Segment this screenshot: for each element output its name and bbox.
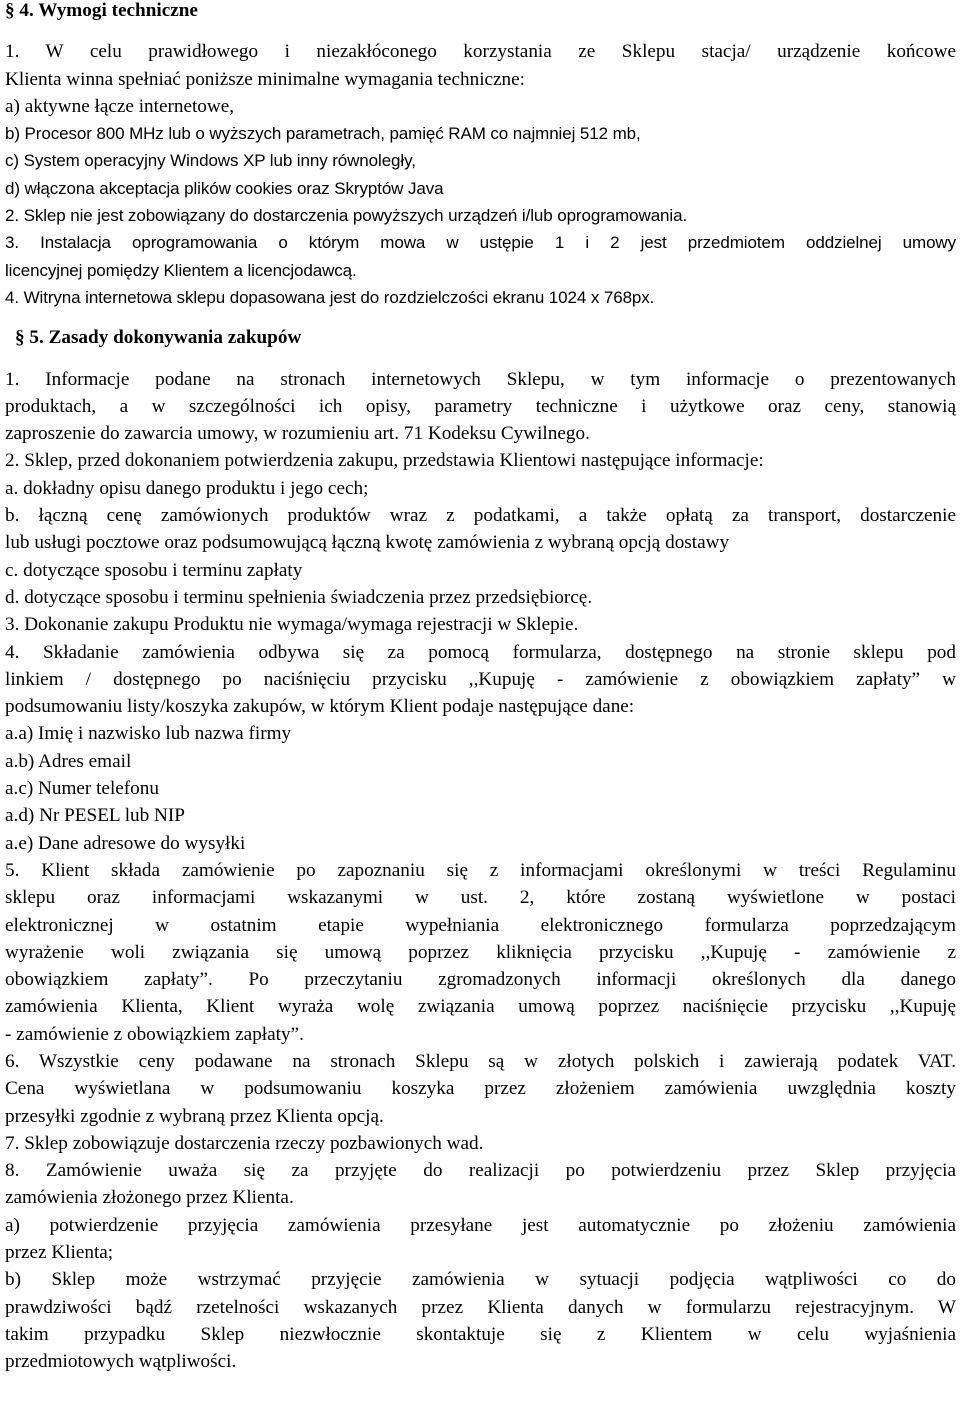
text-line: zamówienia Klienta, Klient wyraża wolę związania umową poprzez naciśnięcie przycisku ,,Kupuję [5,996,956,1018]
section-4-body [5,38,956,311]
text-line: 1. Informacje podane na stronach internetowych Sklepu, w tym informacje o prezentowanych [5,368,956,390]
text-line: 7. Sklep zobowiązuje dostarczenia rzeczy pozbawionych wad. [5,1132,484,1154]
text-line: elektronicznej w ostatnim etapie wypełniania elektronicznego formularza poprzedzającym [5,914,956,936]
text-line: a.e) Dane adresowe do wysyłki [5,832,246,854]
text-line: takim przypadku Sklep niezwłocznie skontaktuje się z Klientem w celu wyjaśnienia [5,1323,956,1345]
text-line: 2. Sklep, przed dokonaniem potwierdzenia zakupu, przedstawia Klientowi następujące informacje: [5,450,764,472]
text-line: 2. Sklep nie jest zobowiązany do dostarczenia powyższych urządzeń i/lub oprogramowania. [5,206,688,226]
text-line: 4. Witryna internetowa sklepu dopasowana jest do rozdzielczości ekranu 1024 x 768px. [5,287,655,307]
text-line: prawdziwości bądź rzetelności wskazanych przez Klienta danych w formularzu rejestracyjnym. W [5,1296,956,1318]
text-line: a.c) Numer telefonu [5,778,159,800]
section-5-body [5,366,956,1376]
section-4-heading: § 4. Wymogi techniczne [5,0,198,21]
text-line: 4. Składanie zamówienia odbywa się za pomocą formularza, dostępnego na stronie sklepu pod [5,641,956,663]
text-line: c) System operacyjny Windows XP lub inny równoległy, [5,151,416,171]
text-line: sklepu oraz informacjami wskazanymi w ust. 2, które zostaną wyświetlone w postaci [5,887,956,909]
text-line: a) potwierdzenie przyjęcia zamówienia przesyłane jest automatycznie po złożeniu zamówienia [5,1214,956,1236]
text-line: przesyłki zgodnie z wybraną przez Klienta opcją. [5,1105,384,1127]
text-line: a.b) Adres email [5,750,132,772]
text-line: d) włączona akceptacja plików cookies oraz Skryptów Java [5,178,444,198]
text-line: a) aktywne łącze internetowe, [5,95,235,117]
text-line: wyrażenie woli związania się umową poprzez kliknięcia przycisku ,,Kupuję - zamówienie z [5,941,956,963]
text-line: obowiązkiem zapłaty”. Po przeczytaniu zgromadzonych informacji określonych dla danego [5,969,956,991]
text-line: 3. Dokonanie zakupu Produktu nie wymaga/wymaga rejestracji w Sklepie. [5,614,579,636]
text-line: licencyjnej pomiędzy Klientem a licencjodawcą. [5,260,357,280]
text-line: zaproszenie do zawarcia umowy, w rozumieniu art. 71 Kodeksu Cywilnego. [5,423,590,445]
text-line: linkiem / dostępnego po naciśnięciu przycisku ,,Kupuję - zamówienie z obowiązkiem zapłaty” w [5,668,956,690]
text-line: 1. W celu prawidłowego i niezakłóconego korzystania ze Sklepu stacja/ urządzenie końcowe [5,41,956,63]
text-line: 6. Wszystkie ceny podawane na stronach Sklepu są w złotych polskich i zawierają podatek VAT. [5,1050,956,1072]
text-line: przez Klienta; [5,1242,114,1264]
text-line: 8. Zamówienie uważa się za przyjęte do realizacji po potwierdzeniu przez Sklep przyjęcia [5,1160,956,1182]
text-line: zamówienia złożonego przez Klienta. [5,1187,294,1209]
text-line: a.a) Imię i nazwisko lub nazwa firmy [5,723,292,745]
text-line: Klienta winna spełniać poniższe minimalne wymagania techniczne: [5,68,526,90]
text-line: Cena wyświetlana w podsumowaniu koszyka przez złożeniem zamówienia uwzględnia koszty [5,1078,956,1100]
text-line: d. dotyczące sposobu i terminu spełnienia świadczenia przez przedsiębiorcę. [5,586,593,608]
text-line: c. dotyczące sposobu i terminu zapłaty [5,559,303,581]
text-line: a. dokładny opisu danego produktu i jego cech; [5,477,369,499]
text-line: 3. Instalacja oprogramowania o którym mowa w ustępie 1 i 2 jest przedmiotem oddzielnej umowy [5,233,956,253]
text-line: podsumowaniu listy/koszyka zakupów, w którym Klient podaje następujące dane: [5,696,635,718]
text-line: przedmiotowych wątpliwości. [5,1351,237,1373]
text-line: b) Procesor 800 MHz lub o wyższych parametrach, pamięć RAM co najmniej 512 mb, [5,124,641,144]
text-line: produktach, a w szczególności ich opisy, parametry techniczne i użytkowe oraz ceny, stanowią [5,395,956,417]
text-line: - zamówienie z obowiązkiem zapłaty”. [5,1023,304,1045]
section-5-heading: § 5. Zasady dokonywania zakupów [15,327,302,349]
text-line: a.d) Nr PESEL lub NIP [5,805,185,827]
text-line: 5. Klient składa zamówienie po zapoznaniu się z informacjami określonymi w treści Regulaminu [5,859,956,881]
text-line: b. łączną cenę zamówionych produktów wraz z podatkami, a także opłatą za transport, dostarczenie [5,505,956,527]
text-line: lub usługi pocztowe oraz podsumowującą łączną kwotę zamówienia z wybraną opcją dostawy [5,532,730,554]
text-line: b) Sklep może wstrzymać przyjęcie zamówienia w sytuacji podjęcia wątpliwości co do [5,1269,956,1291]
